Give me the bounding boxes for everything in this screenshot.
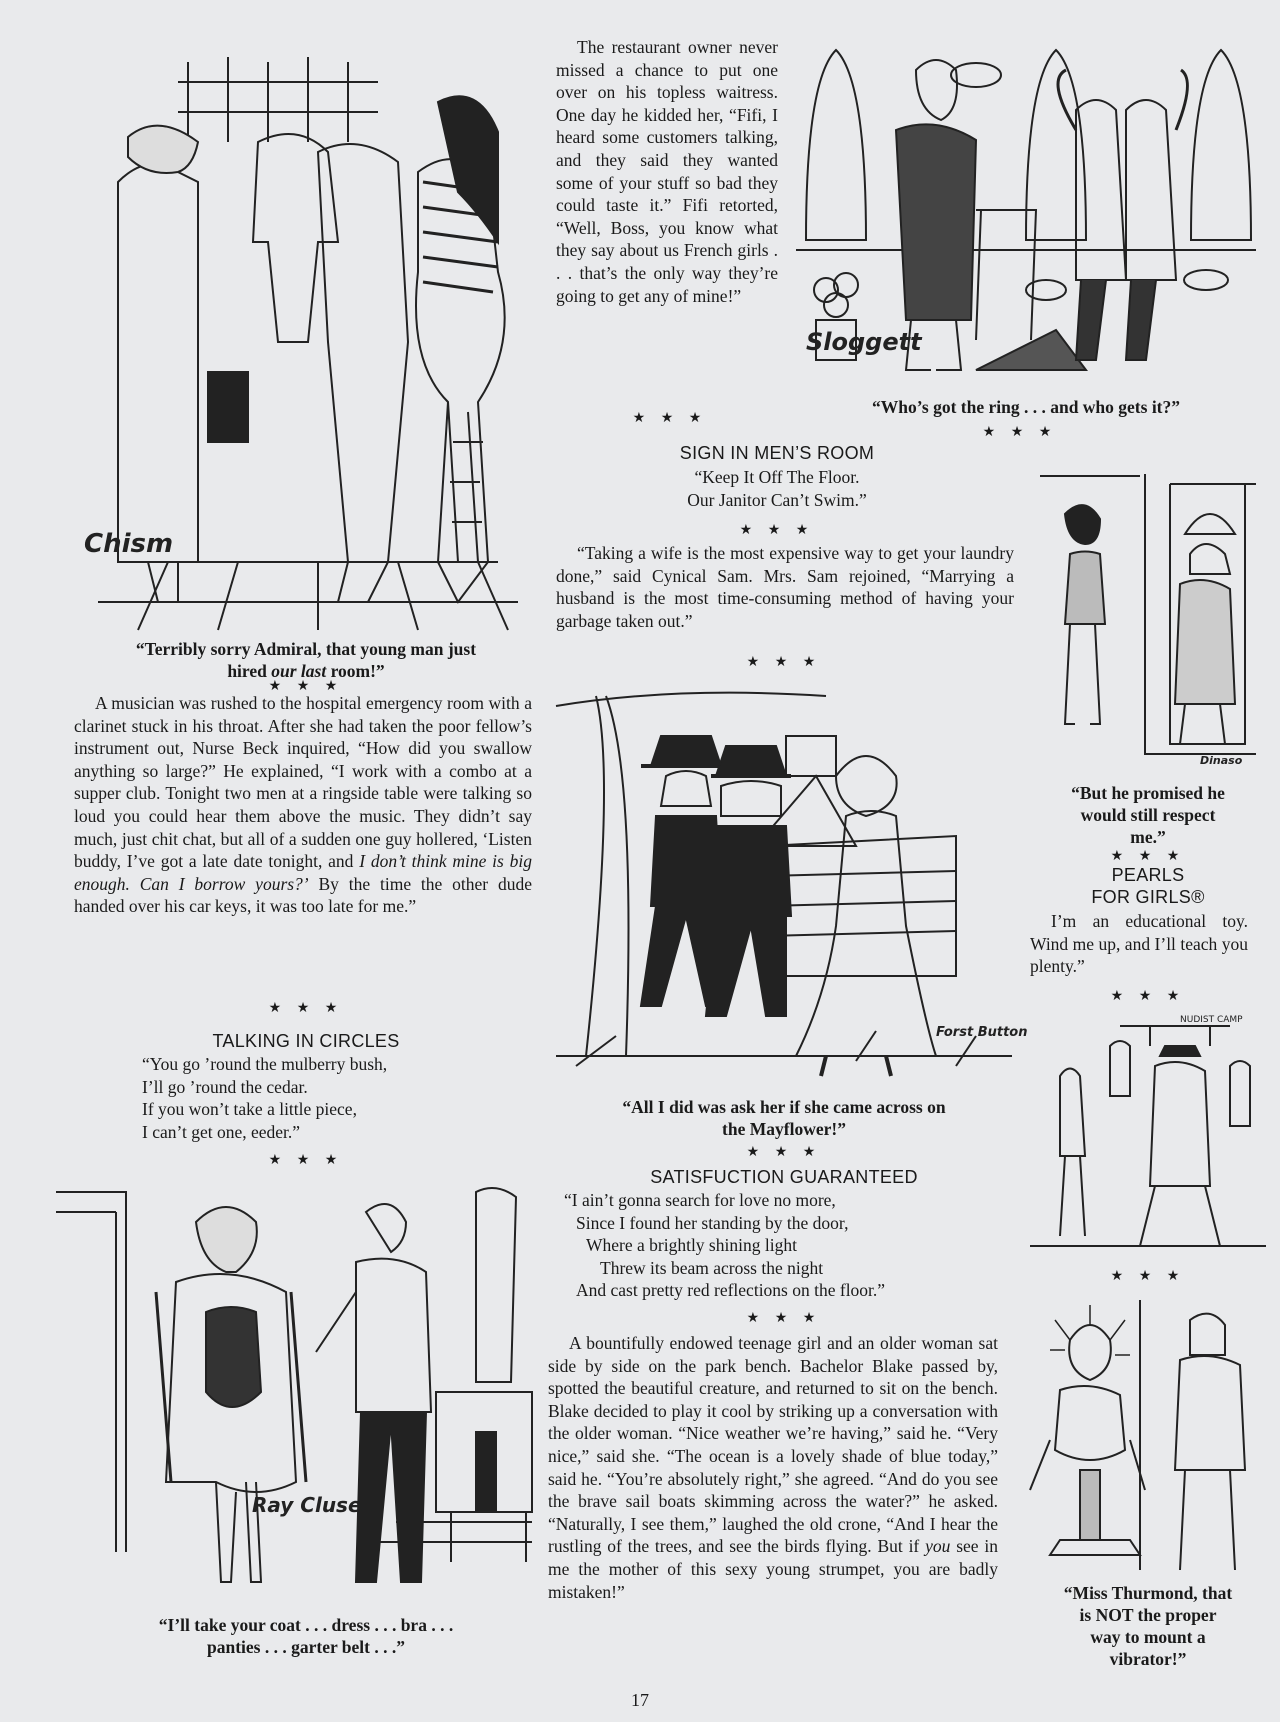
verse-line: And cast pretty red reflections on the floor.”: [576, 1280, 886, 1301]
joke-text: A musician was rushed to the hospital emergency room with a clarinet stuck in his throat. After she had taken the poor fellow’s instrument out, Nurse Beck inquired, “How did you swallow anything so large?” He explained, “I work with a combo at a supper club. Tonight two men at a ringside table were talking so loud you could hear them above the music. They didn’t say much, just chit chat, but all of a sudden one guy hollered, ‘Listen buddy, I’ve got a late date tonight, and: [74, 693, 532, 872]
heading-line: FOR GIRLS®: [1091, 887, 1205, 907]
caption-line: “All I did was ask her if she came across on: [622, 1097, 946, 1117]
caption-part: room!”: [326, 661, 385, 681]
verse-line: “I ain’t gonna search for love no more,: [564, 1190, 836, 1210]
cartoon-admiral-caption: [78, 638, 534, 682]
cartoon-coat: [56, 1182, 532, 1608]
joke-musician: [74, 692, 532, 918]
separator-stars: ★ ★ ★: [1110, 989, 1186, 1004]
cartoon-mayflower-drawing: [556, 676, 1028, 1086]
verse-line: Since I found her standing by the door,: [576, 1212, 849, 1233]
caption-line: the Mayflower!”: [722, 1119, 846, 1139]
separator-stars: ★ ★ ★: [746, 655, 822, 670]
separator-stars: ★ ★ ★: [268, 679, 344, 694]
heading-talking-in-circles: TALKING IN CIRCLES: [212, 1031, 400, 1051]
cartoon-ring-signature: Sloggett: [806, 328, 922, 356]
cartoon-coat-signature: Ray Cluse: [252, 1493, 362, 1517]
cartoon-coat-drawing: [56, 1182, 532, 1608]
separator-stars: ★ ★ ★: [746, 1145, 822, 1160]
cartoon-mayflower-signature: Forst Button: [936, 1025, 1028, 1040]
caption-line: “Miss Thurmond, that: [1063, 1583, 1233, 1603]
cartoon-ring-caption: “Who’s got the ring . . . and who gets it?”: [871, 397, 1181, 417]
cartoon-mayflower-caption: [556, 1096, 1012, 1140]
heading-pearls: [1030, 864, 1266, 908]
verse-line: Threw its beam across the night: [600, 1257, 824, 1278]
cartoon-respect-caption: [1030, 782, 1266, 848]
joke-restaurant-paragraph: The restaurant owner never missed a chance to put one over on his topless waitress. One day he kidded her, “Fifi, I heard some customers talking, and they said they wanted some of your stuff so bad they could taste it.” Fifi retorted, “Well, Boss, you know what they say about us French girls . . . that’s the only way they’re going to get any of mine!”: [556, 37, 778, 306]
joke-laundry: [556, 542, 1014, 632]
heading-satisfuction: SATISFUCTION GUARANTEED: [650, 1167, 918, 1187]
caption-line: is NOT the proper: [1079, 1605, 1217, 1625]
cartoon-thurmond-caption: [1018, 1582, 1278, 1670]
separator-stars: ★ ★ ★: [268, 1001, 344, 1016]
caption-line: “Terribly sorry Admiral, that young man just: [135, 639, 477, 659]
cartoon-mayflower: [556, 676, 1028, 1086]
verse-line: “Keep It Off The Floor.: [694, 467, 860, 487]
joke-laundry-paragraph: “Taking a wife is the most expensive way to get your laundry done,” said Cynical Sam. Mrs. Sam rejoined, “Marrying a husband is the most time-consuming method of having your garbage taken out.”: [556, 543, 1014, 631]
caption-line: way to mount a: [1090, 1627, 1206, 1647]
verse-line: “You go ’round the mulberry bush,: [142, 1054, 388, 1074]
verse-line: Our Janitor Can’t Swim.”: [687, 489, 867, 510]
caption-line: “But he promised he: [1071, 783, 1225, 803]
cartoon-nudist-sign: NUDIST CAMP: [1180, 1015, 1243, 1025]
separator-stars: ★ ★ ★: [1110, 1269, 1186, 1284]
heading-sign-mens-room: SIGN IN MEN’S ROOM: [679, 443, 875, 463]
cartoon-nudist-drawing: [1030, 1006, 1266, 1256]
heading-line: PEARLS: [1111, 865, 1185, 885]
caption-emphasis: our last: [271, 661, 327, 681]
separator-stars: ★ ★ ★: [1110, 849, 1186, 864]
cartoon-respect-signature: Dinaso: [1200, 754, 1243, 767]
separator-stars: ★ ★ ★: [632, 411, 708, 426]
caption-line: “I’ll take your coat . . . dress . . . bra . . .: [158, 1615, 454, 1635]
caption-part: hired: [227, 661, 272, 681]
separator-stars: ★ ★ ★: [739, 523, 815, 538]
cartoon-respect: [1040, 474, 1256, 774]
caption-line: vibrator!”: [1109, 1649, 1187, 1669]
joke-musician-paragraph: [74, 692, 532, 918]
cartoon-nudist: [1030, 1006, 1266, 1256]
cartoon-coat-caption: [78, 1614, 534, 1658]
cartoon-thurmond: [1030, 1300, 1266, 1578]
cartoon-thurmond-drawing: [1030, 1300, 1266, 1578]
separator-stars: ★ ★ ★: [982, 425, 1058, 440]
cartoon-ring: [796, 40, 1256, 392]
caption-line: panties . . . garter belt . . .”: [207, 1637, 405, 1657]
joke-text: A bountifully endowed teenage girl and an older woman sat side by side on the park bench. Bachelor Blake passed by, spotted the beautiful creature, and returned to sit on the bench. Blake decided to play it cool by striking up a conversation with the older woman. “Nice weather we’re having,” said he. “Very nice,” said she. “The ocean is a lovely shade of blue today,” said he. “You’re absolutely right,” she agreed. “And do you see the brave sail boats skimming across the water?” he asked. “Naturally, I see them,” laughed the old crone, “And I hear the rustling of the trees, and see the birds flying. But if: [548, 1333, 998, 1557]
verse-sign-mens-room: [556, 466, 998, 511]
verse-satisfuction: [564, 1189, 885, 1302]
pearls-text: [1030, 910, 1248, 978]
separator-stars: ★ ★ ★: [746, 1311, 822, 1326]
joke-text: see in me the mother of this sexy young strumpet, you are badly mistaken!”: [548, 1536, 998, 1602]
cartoon-admiral-drawing: [78, 42, 534, 630]
page-number: 17: [631, 1690, 649, 1710]
verse-talking-in-circles: [142, 1053, 387, 1143]
verse-line: I can’t get one, eeder.”: [142, 1121, 301, 1142]
verse-line: I’ll go ’round the cedar.: [142, 1076, 308, 1097]
joke-emphasis: I don’t think mine is big enough. Can I borrow yours?’: [74, 851, 532, 894]
joke-bench-paragraph: [548, 1332, 998, 1603]
caption-line: me.”: [1130, 827, 1166, 847]
cartoon-respect-drawing: [1040, 474, 1256, 774]
verse-line: Where a brightly shining light: [586, 1235, 797, 1256]
joke-restaurant: [556, 36, 778, 307]
cartoon-admiral-signature: Chism: [84, 529, 174, 559]
joke-text: By the time the other dude handed over his car keys, it was too late for me.”: [74, 873, 532, 917]
cartoon-ring-drawing: [796, 40, 1256, 392]
separator-stars: ★ ★ ★: [268, 1153, 344, 1168]
verse-line: If you won’t take a little piece,: [142, 1099, 357, 1120]
joke-bench: [548, 1332, 998, 1603]
joke-emphasis: you: [925, 1536, 951, 1557]
pearls-paragraph: I’m an educational toy. Wind me up, and I’ll teach you plenty.”: [1030, 911, 1248, 977]
cartoon-admiral: [78, 42, 534, 630]
caption-line: would still respect: [1080, 805, 1216, 825]
